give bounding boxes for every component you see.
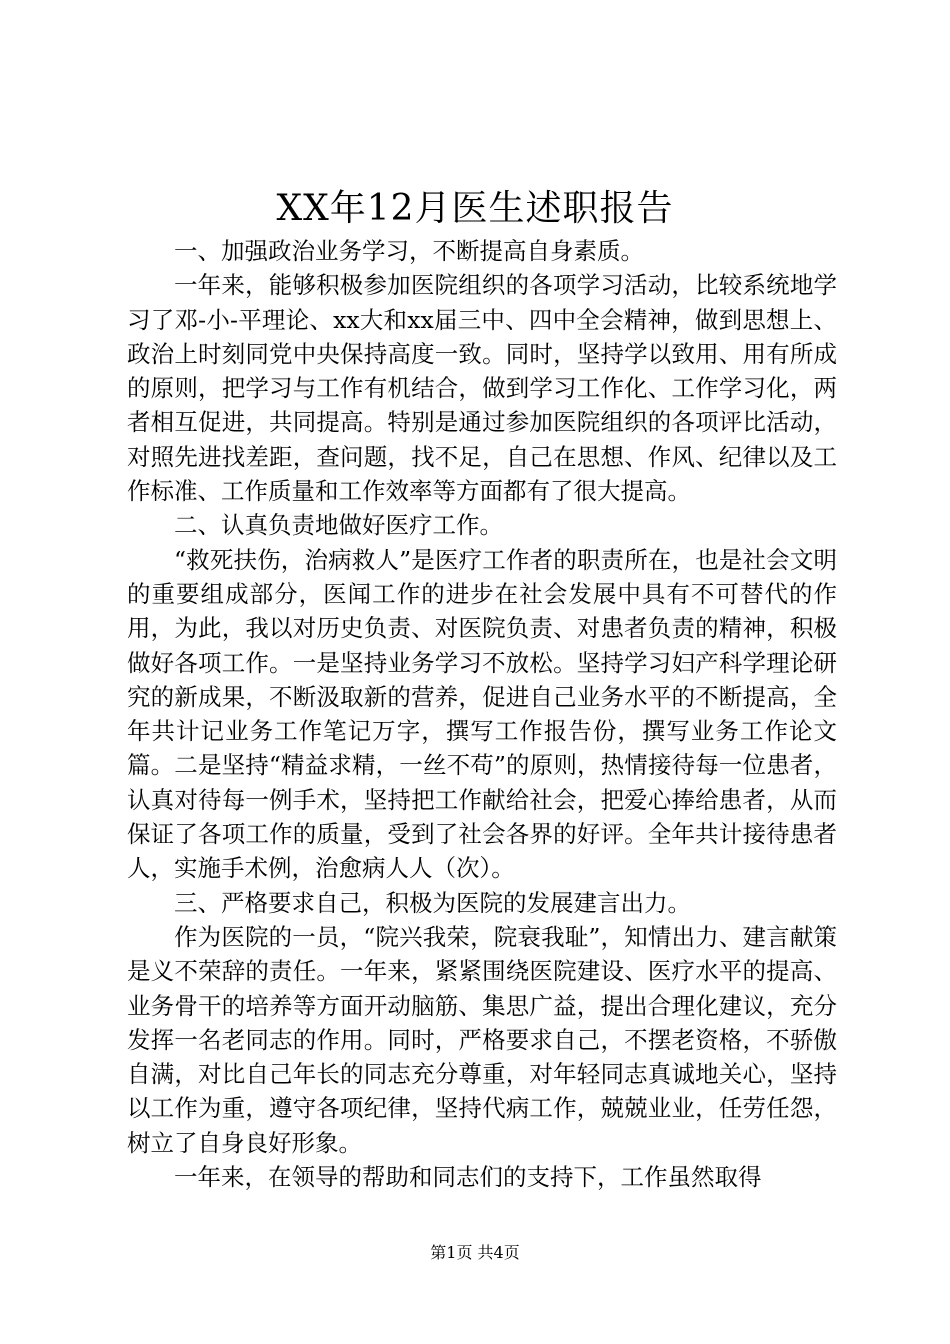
body-paragraph: “救死扶伤，治病救人”是医疗工作者的职责所在，也是社会文明的重要组成部分，医闻工作的进步在社会发展中具有不可替代的作用，为此，我以对历史负责、对医院负责、对患者负责的精神，积极做好各项工作。一是坚持业务学习不放松。坚持学习妇产科学理论研究的新成果，不断汲取新的营养，促进自己业务水平的不断提高，全年共计记业务工作笔记万字，撰写工作报告份，撰写业务工作论文篇。二是坚持“精益求精，一丝不苟”的原则，热情接待每一位患者，认真对待每一例手术，坚持把工作献给社会，把爱心捧给患者，从而保证了各项工作的质量，受到了社会各界的好评。全年共计接待患者人，实施手术例，治愈病人人（次）。 <box>127 545 837 883</box>
section-heading-3: 三、严格要求自己，积极为医院的发展建言出力。 <box>174 888 691 917</box>
body-paragraph: 一年来，能够积极参加医院组织的各项学习活动，比较系统地学习了邓-小-平理论、xx大和xx届三中、四中全会精神，做到思想上、政治上时刻同党中央保持高度一致。同时，坚持学以致用、用有所成的原则，把学习与工作有机结合，做到学习工作化、工作学习化，两者相互促进，共同提高。特别是通过参加医院组织的各项评比活动，对照先进找差距，查问题，找不足，自己在思想、作风、纪律以及工作标准、工作质量和工作效率等方面都有了很大提高。 <box>127 271 837 506</box>
document-body <box>127 234 837 1194</box>
body-paragraph: 作为医院的一员，“院兴我荣，院衰我耻”，知情出力、建言献策是义不荣辞的责任。一年来，紧紧围绕医院建设、医疗水平的提高、业务骨干的培养等方面开动脑筋、集思广益，提出合理化建议，充分发挥一名老同志的作用。同时，严格要求自己，不摆老资格，不骄傲自满，对比自己年长的同志充分尊重，对年轻同志真诚地关心，坚持以工作为重，遵守各项纪律，坚持代病工作，兢兢业业，任劳任怨，树立了自身良好形象。 <box>127 922 837 1157</box>
document-title: XX年12月医生述职报告 <box>276 188 674 229</box>
section-heading-1: 一、加强政治业务学习，不断提高自身素质。 <box>174 237 644 265</box>
section-heading-2: 二、认真负责地做好医疗工作。 <box>174 511 503 540</box>
page-footer: 第1页 共4页 <box>430 1243 520 1262</box>
body-paragraph: 一年来，在领导的帮助和同志们的支持下，工作虽然取得 <box>174 1163 762 1192</box>
